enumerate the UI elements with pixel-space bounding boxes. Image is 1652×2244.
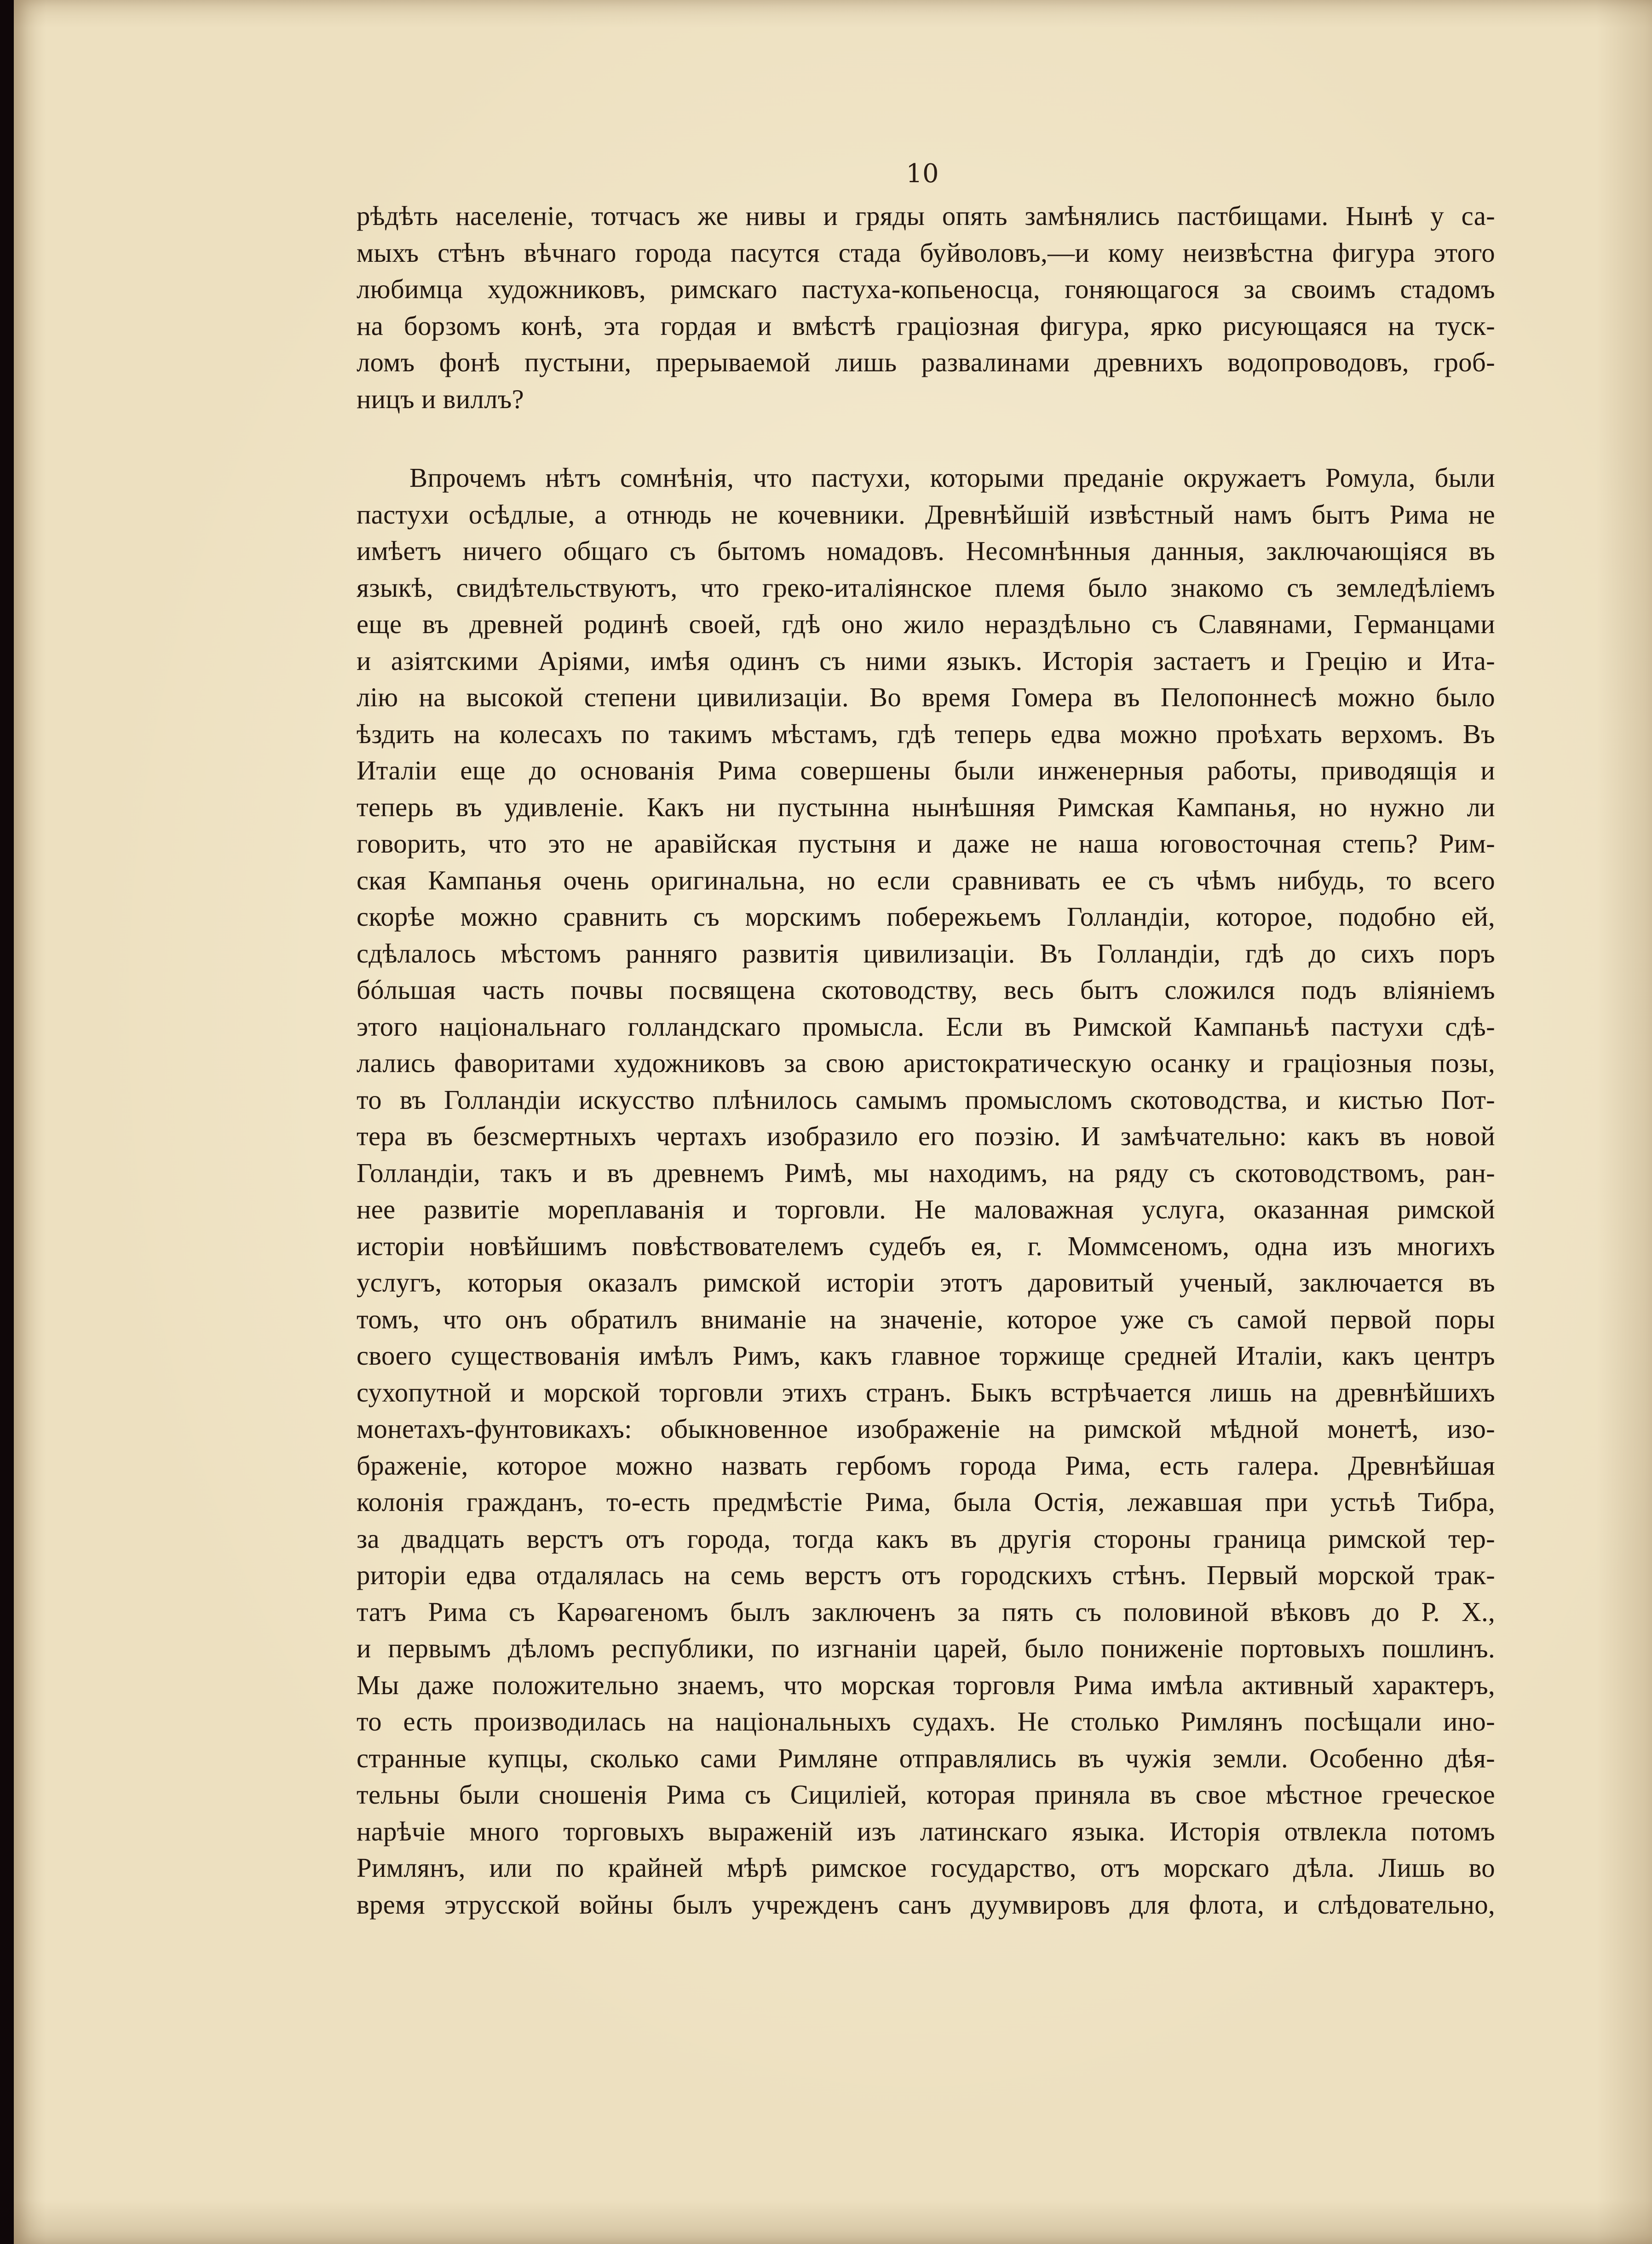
text-line: ѣздить на колесахъ по такимъ мѣстамъ, гдѣ теперь едва можно проѣхать верхомъ. Въ (357, 719, 1495, 749)
text-line: Впрочемъ нѣтъ сомнѣнія, что пастухи, которыми преданіе окружаетъ Ромула, были (409, 463, 1495, 493)
text-line: еще въ древней родинѣ своей, гдѣ оно жило нераздѣльно съ Славянами, Германцами (357, 609, 1495, 639)
text-line: сухопутной и морской торговли этихъ странъ. Быкъ встрѣчается лишь на древнѣйшихъ (357, 1377, 1495, 1408)
text-line: нарѣчіе много торговыхъ выраженій изъ латинскаго языка. Исторія отвлекла потомъ (357, 1816, 1495, 1846)
text-line: татъ Рима съ Карѳагеномъ былъ заключенъ за пять съ половиной вѣковъ до Р. Х., (357, 1597, 1495, 1627)
text-line: тельны были сношенія Рима съ Сициліей, которая приняла въ свое мѣстное греческое (357, 1780, 1495, 1810)
text-line: Мы даже положительно знаемъ, что морская торговля Рима имѣла активный характеръ, (357, 1670, 1495, 1700)
text-line: то въ Голландіи искусство плѣнилось самымъ промысломъ скотоводства, и кистью Пот- (357, 1085, 1495, 1115)
text-line: время этрусской войны былъ учрежденъ санъ дуумвировъ для флота, и слѣдовательно, (357, 1889, 1495, 1920)
text-line: языкѣ, свидѣтельствуютъ, что греко-италіянское племя было знакомо съ земледѣліемъ (357, 572, 1495, 603)
text-line: Италіи еще до основанія Рима совершены были инженерныя работы, приводящія и (357, 756, 1495, 785)
text-line: за двадцать верстъ отъ города, тогда какъ въ другія стороны граница римской тер- (357, 1523, 1495, 1554)
text-line: имѣетъ ничего общаго съ бытомъ номадовъ. Несомнѣнныя данныя, заключающіяся въ (357, 536, 1495, 566)
page-number: 10 (906, 159, 939, 189)
text-line: исторіи новѣйшимъ повѣствователемъ судебъ ея, г. Моммсеномъ, одна изъ многихъ (357, 1231, 1495, 1261)
text-line: тера въ безсмертныхъ чертахъ изобразило его поэзію. И замѣчательно: какъ въ новой (357, 1121, 1495, 1151)
text-line: лію на высокой степени цивилизаціи. Во время Гомера въ Пелопоннесѣ можно было (357, 682, 1495, 712)
text-line: мыхъ стѣнъ вѣчнаго города пасутся стада буйволовъ,—и кому неизвѣстна фигура этого (357, 237, 1495, 268)
text-line: Римлянъ, или по крайней мѣрѣ римское государство, отъ морскаго дѣла. Лишь во (357, 1853, 1495, 1883)
text-line: томъ, что онъ обратилъ вниманіе на значеніе, которое уже съ самой первой поры (357, 1304, 1495, 1334)
text-line: скорѣе можно сравнить съ морскимъ побережьемъ Голландіи, которое, подобно ей, (357, 902, 1495, 932)
text-line: ская Кампанья очень оригинальна, но если сравнивать ее съ чѣмъ нибудь, то всего (357, 865, 1495, 895)
paragraph-1 (357, 198, 1495, 417)
paragraph-2 (357, 460, 1495, 1923)
text-line: и азіятскими Аріями, имѣя одинъ съ ними языкъ. Исторія застаетъ и Грецію и Ита- (357, 646, 1495, 676)
text-line: колонія гражданъ, то-есть предмѣстіе Рима, была Остія, лежавшая при устьѣ Тибра, (357, 1487, 1495, 1517)
text-line: монетахъ-фунтовикахъ: обыкновенное изображеніе на римской мѣдной монетѣ, изо- (357, 1414, 1495, 1444)
text-line: пастухи осѣдлые, а отнюдь не кочевники. Древнѣйшій извѣстный намъ бытъ Рима не (357, 499, 1495, 530)
text-line: своего существованія имѣлъ Римъ, какъ главное торжище средней Италіи, какъ центръ (357, 1341, 1495, 1371)
text-line: Голландіи, такъ и въ древнемъ Римѣ, мы находимъ, на ряду съ скотоводствомъ, ран- (357, 1158, 1495, 1188)
text-line: бóльшая часть почвы посвящена скотоводству, весь бытъ сложился подъ вліяніемъ (357, 975, 1495, 1005)
text-line: лались фаворитами художниковъ за свою аристократическую осанку и граціозныя позы, (357, 1048, 1495, 1078)
text-line: браженіе, которое можно назвать гербомъ города Рима, есть галера. Древнѣйшая (357, 1450, 1495, 1481)
text-line: этого національнаго голландскаго промысла. Если въ Римской Кампаньѣ пастухи сдѣ- (357, 1011, 1495, 1042)
text-line: любимца художниковъ, римскаго пастуха-копьеносца, гоняющагося за своимъ стадомъ (357, 274, 1495, 304)
text-line: теперь въ удивленіе. Какъ ни пустынна нынѣшняя Римская Кампанья, но нужно ли (357, 792, 1495, 822)
text-line: услугъ, которыя оказалъ римской исторіи этотъ даровитый ученый, заключается въ (357, 1268, 1495, 1298)
paragraph-gap (357, 417, 1495, 460)
text-line: нее развитіе мореплаванія и торговли. Не маловажная услуга, оказанная римской (357, 1194, 1495, 1224)
text-line: то есть производилась на національныхъ судахъ. Не столько Римлянъ посѣщали ино- (357, 1707, 1495, 1736)
text-line: рѣдѣть населеніе, тотчасъ же нивы и гряды опять замѣнялись пастбищами. Нынѣ у са- (357, 201, 1495, 231)
text-line: странные купцы, сколько сами Римляне отправлялись въ чужія земли. Особенно дѣя- (357, 1743, 1495, 1773)
text-line: говорить, что это не аравійская пустыня и даже не наша юговосточная степь? Рим- (357, 829, 1495, 859)
text-line: ницъ и виллъ? (357, 384, 524, 414)
text-line: риторіи едва отдалялась на семь верстъ отъ городскихъ стѣнъ. Первый морской трак- (357, 1560, 1495, 1590)
text-line: сдѣлалось мѣстомъ ранняго развитія цивилизаціи. Въ Голландіи, гдѣ до сихъ поръ (357, 938, 1495, 969)
text-line: ломъ фонѣ пустыни, прерываемой лишь развалинами древнихъ водопроводовъ, гроб- (357, 347, 1495, 377)
text-line: на борзомъ конѣ, эта гордая и вмѣстѣ граціозная фигура, ярко рисующаяся на туск- (357, 311, 1495, 341)
text-line: и первымъ дѣломъ республики, по изгнаніи царей, было пониженіе портовыхъ пошлинъ. (357, 1633, 1495, 1663)
body-text (357, 198, 1495, 1923)
